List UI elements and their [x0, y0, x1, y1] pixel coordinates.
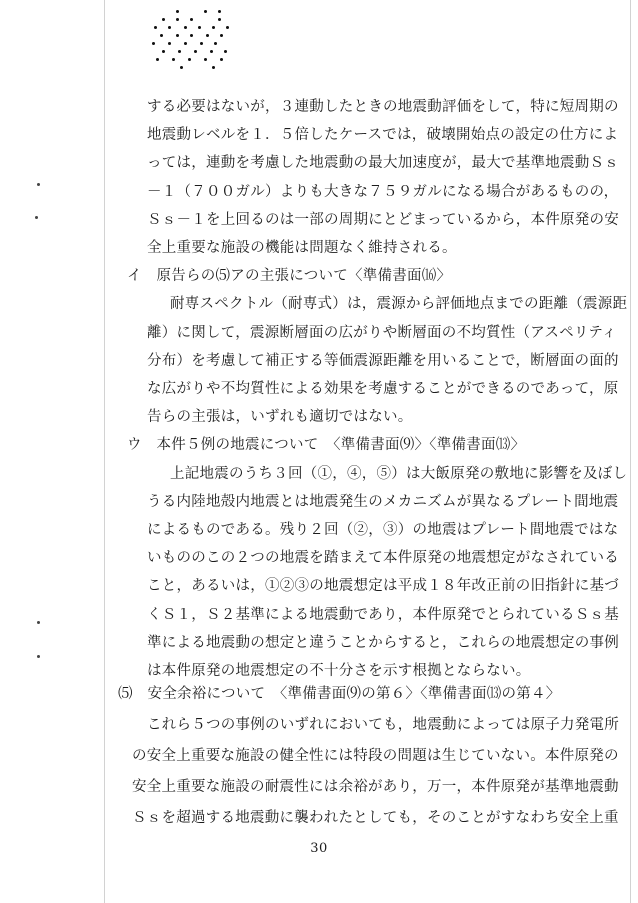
body-line: 告らの主張は，いずれも適切ではない。 — [147, 409, 413, 426]
body-line: 全上重要な施設の機能は問題なく維持される。 — [147, 240, 457, 256]
body-line: する必要はないが，３連動したときの地震動評価をして，特に短周期の — [147, 99, 619, 115]
scan-speck — [37, 183, 40, 186]
body-line: 離）に関して，震源断層面の広がりや断層面の不均質性（アスペリティ — [147, 324, 617, 341]
section-heading: ⑸ 安全余裕について 〈準備書面⑼の第６〉〈準備書面⒀の第４〉 — [118, 686, 561, 702]
body-line: －１（７００ガル）よりも大きな７５９ガルになる場合があるものの， — [147, 183, 619, 200]
dot-pattern-mark — [150, 6, 240, 76]
body-line: 上記地震のうち３回（①，④，⑤）は大飯原発の敷地に影響を及ぼし — [170, 465, 628, 482]
body-line: くＳ１，Ｓ２基準による地震動であり，本件原発でとられているＳｓ基 — [147, 606, 619, 623]
body-line: うる内陸地殻内地震とは地震発生のメカニズムが異なるプレート間地震 — [147, 493, 619, 510]
body-line: Ｓｓを超過する地震動に襲われたとしても，そのことがすなわち安全上重 — [132, 810, 619, 826]
scan-speck — [37, 621, 40, 624]
section-heading: イ 原告らの⑸アの主張について〈準備書面⒃〉 — [127, 268, 452, 285]
body-line: な広がりや不均質性による効果を考慮することができるのであって，原 — [147, 381, 619, 397]
body-line: の安全上重要な施設の健全性には特段の問題は生じていない。本件原発の — [132, 748, 619, 764]
body-line: 安全上重要な施設の耐震性には余裕があり，万一，本件原発が基準地震動 — [132, 779, 619, 795]
body-line: こと，あるいは，①②③の地震想定は平成１８年改正前の旧指針に基づ — [147, 578, 619, 595]
scan-speck — [37, 655, 40, 658]
body-line: 分布）を考慮して補正する等価震源距離を用いることで，断層面の面的 — [147, 352, 619, 369]
scan-line-left — [104, 0, 105, 903]
body-line: Ｓｓ－１を上回るのは一部の周期にとどまっているから，本件原発の安 — [147, 211, 619, 228]
body-line: 準による地震動の想定と違うことからすると，これらの地震想定の事例 — [147, 634, 619, 651]
body-line: いもののこの２つの地震を踏まえて本件原発の地震想定がなされている — [147, 550, 619, 567]
section-heading: ウ 本件５例の地震について 〈準備書面⑼〉〈準備書面⒀〉 — [127, 437, 526, 454]
body-line: は本件原発の地震想定の不十分さを示す根拠とならない。 — [147, 663, 531, 679]
page-number: 30 — [310, 841, 328, 856]
body-line: これら５つの事例のいずれにおいても，地震動によっては原子力発電所 — [147, 717, 619, 733]
scan-line-right — [630, 0, 631, 903]
body-line: によるものである。残り２回（②，③）の地震はプレート間地震ではな — [147, 522, 619, 538]
body-line: 耐専スペクトル（耐専式）は，震源から評価地点までの距離（震源距 — [170, 296, 628, 313]
body-line: 地震動レベルを１．５倍したケースでは，破壊開始点の設定の仕方によ — [147, 127, 619, 144]
body-line: っては，連動を考慮した地震動の最大加速度が，最大で基準地震動Ｓｓ — [147, 155, 619, 172]
scan-speck — [35, 216, 38, 219]
